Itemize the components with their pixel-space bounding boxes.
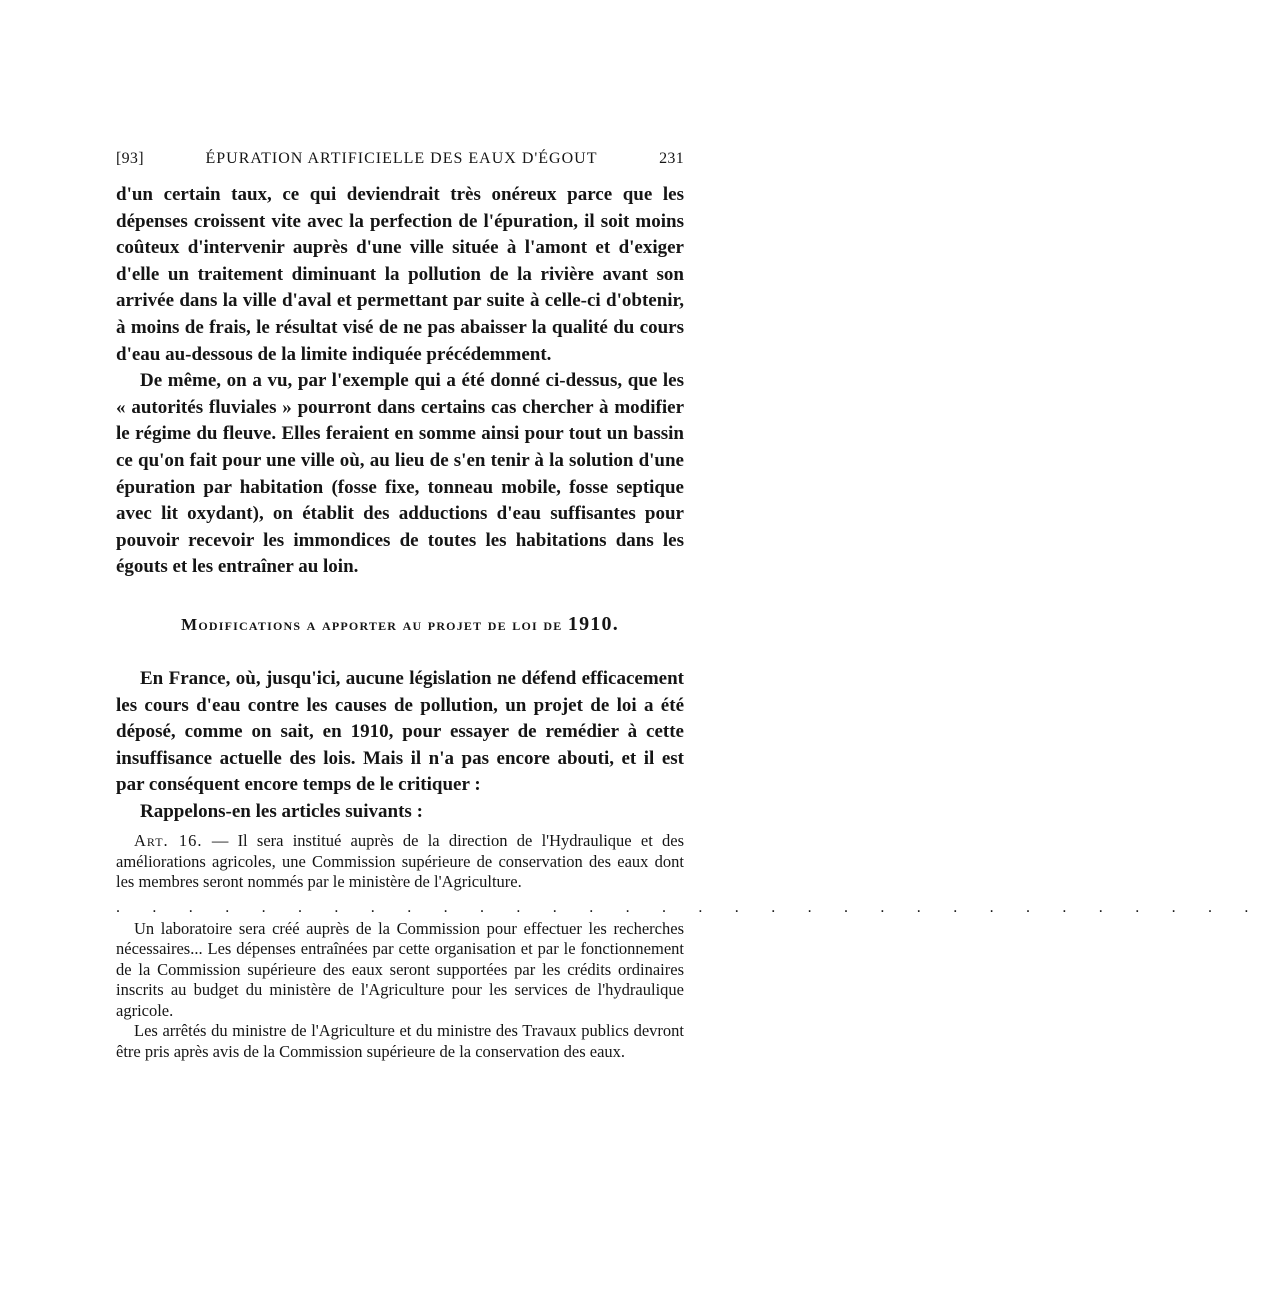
quoted-decrees-paragraph: Les arrêtés du ministre de l'Agriculture et du ministre des Travaux publics devront être pris après avis de la Commission supérieure de la conservation des eaux.	[116, 1021, 684, 1061]
page-number: 231	[659, 150, 684, 167]
omission-dots: . . . . . . . . . . . . . . . . . . . . . . . . . . . . . . . .	[116, 898, 1263, 916]
running-title: ÉPURATION ARTIFICIELLE DES EAUX D'ÉGOUT	[205, 150, 598, 167]
page-reference: [93]	[116, 150, 144, 167]
paragraph-continuation: d'un certain taux, ce qui deviendrait très onéreux parce que les dépenses croissent vite avec la perfection de l'épuration, il soit moins coûteux d'intervenir auprès d'une ville située à l'amont et d'exiger d'elle un traitement diminuant la pollution de la rivière avant son arrivée dans la ville d'aval et permettant par suite à celle-ci d'obtenir, à moins de frais, le résultat visé de ne pas abaisser la qualité du cours d'eau au-dessous de la limite indiquée précédemment.	[116, 184, 684, 365]
article-16-text: — Il sera institué auprès de la direction de l'Hydraulique et des améliorations agricoles, une Commission supérieure de conservation des eaux dont les membres seront nommés par le ministère de l'Agriculture.	[116, 831, 685, 892]
paragraph-france-law: En France, où, jusqu'ici, aucune législation ne défend efficacement les cours d'eau contre les causes de pollution, un projet de loi a été déposé, comme on sait, en 1910, pour essayer de remédier à cette insuffisance actuelle des lois. Mais il n'a pas encore abouti, et il est par conséquent encore temps de le critiquer :	[116, 667, 684, 796]
quoted-article-16	[116, 831, 684, 893]
paragraph-recall-articles: Rappelons-en les articles suivants :	[140, 800, 423, 822]
book-page	[116, 150, 1263, 1062]
article-label: Art. 16.	[134, 831, 203, 851]
section-heading-year: 1910.	[567, 612, 619, 635]
quoted-laboratory-paragraph: Un laboratoire sera créé auprès de la Commission pour effectuer les recherches nécessaires... Les dépenses entraînées par cette organisation et par le fonctionnement de la Commission supérieure des eaux seront supportées par les crédits ordinaires inscrits au budget du ministère de l'Agriculture pour les services de l'hydraulique agricole.	[116, 918, 684, 1020]
section-heading	[116, 613, 684, 636]
section-heading-text: Modifications a apporter au projet de loi de	[181, 614, 563, 634]
running-head	[116, 150, 684, 168]
paragraph-fluvial-authorities: De même, on a vu, par l'exemple qui a été donné ci-dessus, que les « autorités fluviales » pourront dans certains cas chercher à modifier le régime du fleuve. Elles feraient en somme ainsi pour tout un bassin ce qu'on fait pour une ville où, au lieu de s'en tenir à la solution d'une épuration par habitation (fosse fixe, tonneau mobile, fosse septique avec lit oxydant), on établit des adductions d'eau suffisantes pour pouvoir recevoir les immondices de toutes les habitations dans les égouts et les entraîner au loin.	[116, 370, 684, 578]
